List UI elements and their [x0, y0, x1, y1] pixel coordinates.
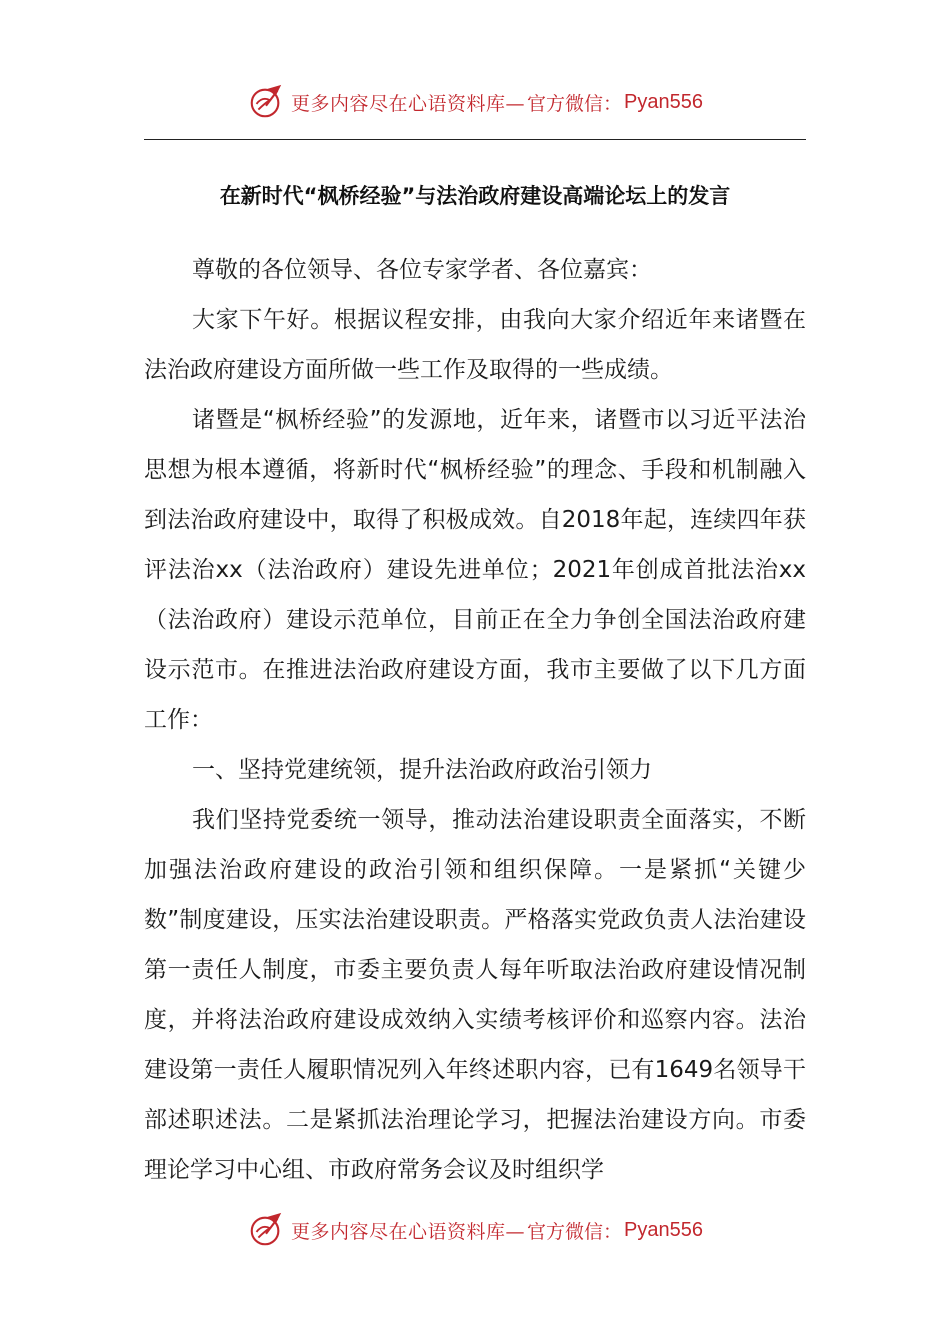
- document-body: [144, 245, 806, 1195]
- pen-writing-logo-icon: [247, 1211, 285, 1249]
- footer-banner: [0, 1208, 950, 1252]
- section-heading-1: 一、坚持党建统领，提升法治政府政治引领力: [192, 757, 652, 783]
- banner-wechat-label: 官方微信：: [527, 1220, 623, 1243]
- banner-text: 更多内容尽在心语资料库—: [291, 92, 526, 115]
- paragraph-greeting: 大家下午好。根据议程安排，由我向大家介绍近年来诸暨在法治政府建设方面所做一些工作及取得的一些成绩。: [144, 307, 806, 383]
- banner-text: 更多内容尽在心语资料库—: [291, 1220, 526, 1243]
- document-title: 在新时代“枫桥经验”与法治政府建设高端论坛上的发言: [219, 184, 731, 208]
- pen-writing-logo-icon: [247, 83, 285, 121]
- header-banner: [0, 80, 950, 124]
- paragraph-section-1: 我们坚持党委统一领导，推动法治建设职责全面落实，不断加强法治政府建设的政治引领和组织保障。一是紧抓“关键少数”制度建设，压实法治建设职责。严格落实党政负责人法治建设第一责任人制度，市委主要负责人每年听取法治政府建设情况制度，并将法治政府建设成效纳入实绩考核评价和巡察内容。法治建设第一责任人履职情况列入年终述职内容，已有1649名领导干部述职述法。二是紧抓法治理论学习，把握法治建设方向。市委理论学习中心组、市政府常务会议及时组织学: [144, 807, 806, 1183]
- banner-wechat-id: Pyan556: [624, 90, 703, 113]
- paragraph-overview: 诸暨是“枫桥经验”的发源地，近年来，诸暨市以习近平法治思想为根本遵循，将新时代“枫桥经验”的理念、手段和机制融入到法治政府建设中，取得了积极成效。自2018年起，连续四年获评法治xx（法治政府）建设先进单位；2021年创成首批法治xx（法治政府）建设示范单位，目前正在全力争创全国法治政府建设示范市。在推进法治政府建设方面，我市主要做了以下几方面工作：: [144, 407, 806, 733]
- paragraph-salutation: 尊敬的各位领导、各位专家学者、各位嘉宾：: [192, 257, 652, 283]
- banner-wechat-id: Pyan556: [624, 1218, 703, 1241]
- header-divider: [144, 139, 806, 140]
- banner-wechat-label: 官方微信：: [527, 92, 623, 115]
